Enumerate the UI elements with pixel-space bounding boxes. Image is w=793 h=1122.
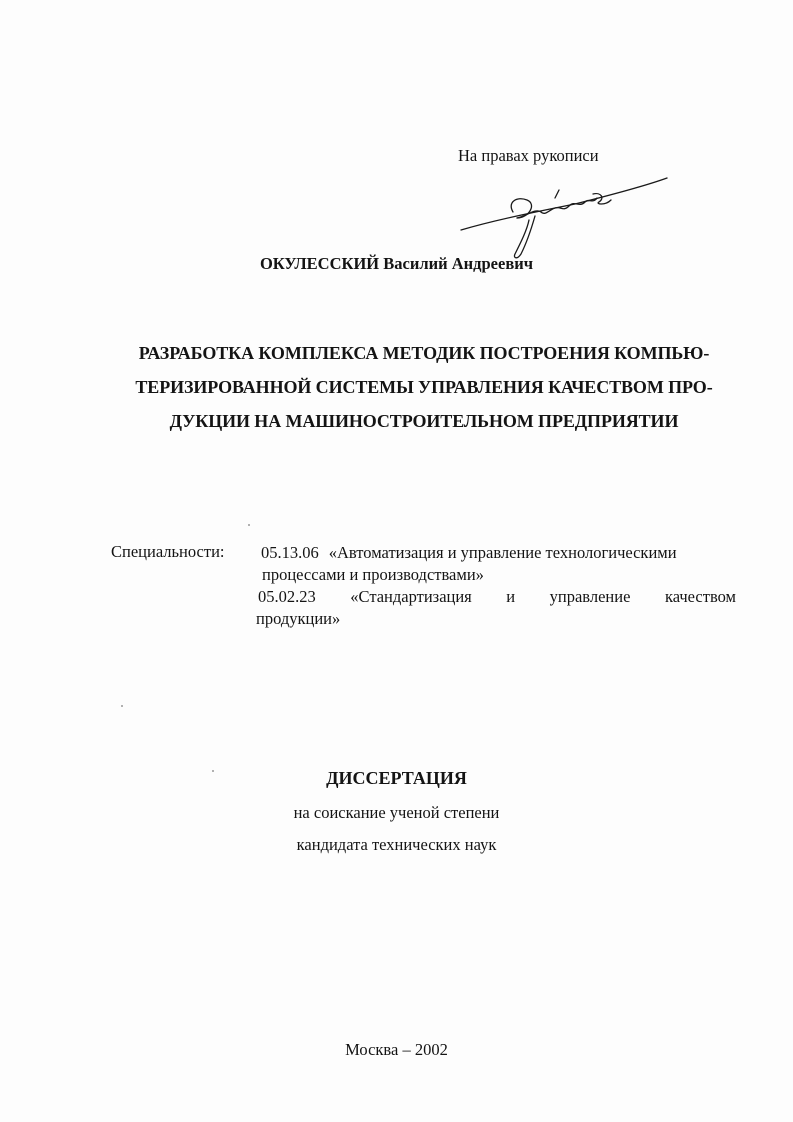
specialty-code: 05.02.23 [258,587,316,606]
title-line: РАЗРАБОТКА КОМПЛЕКСА МЕТОДИК ПОСТРОЕНИЯ КОМПЬЮ- [138,343,710,363]
dissertation-title [108,336,740,438]
specialty-2-continuation: продукции» [256,609,341,628]
degree-line: на соискание ученой степени [293,803,500,822]
dissertation-heading: ДИССЕРТАЦИЯ [326,768,467,788]
specialty-2 [258,586,736,608]
scan-speck [121,705,123,707]
title-line: ДУКЦИИ НА МАШИНОСТРОИТЕЛЬНОМ ПРЕДПРИЯТИИ [169,411,679,431]
manuscript-note: На правах рукописи [458,146,599,165]
specialties-label: Специальности: [111,542,225,561]
author-name: ОКУЛЕССКИЙ Василий Андреевич [259,254,534,273]
specialty-1-continuation: процессами и производствами» [262,565,484,584]
signature-icon [455,168,675,263]
specialty-1 [261,542,739,564]
specialty-name: «Автоматизация и управление технологическими [328,543,677,562]
scan-speck [212,770,214,772]
city-year: Москва – 2002 [345,1040,448,1059]
science-line: кандидата технических наук [296,835,497,854]
title-line: ТЕРИЗИРОВАННОЙ СИСТЕМЫ УПРАВЛЕНИЯ КАЧЕСТВОМ ПРО- [135,377,713,397]
specialty-name: «Стандартизация и управление качеством [350,587,736,606]
specialty-code: 05.13.06 [261,543,319,562]
scan-speck [248,524,250,526]
